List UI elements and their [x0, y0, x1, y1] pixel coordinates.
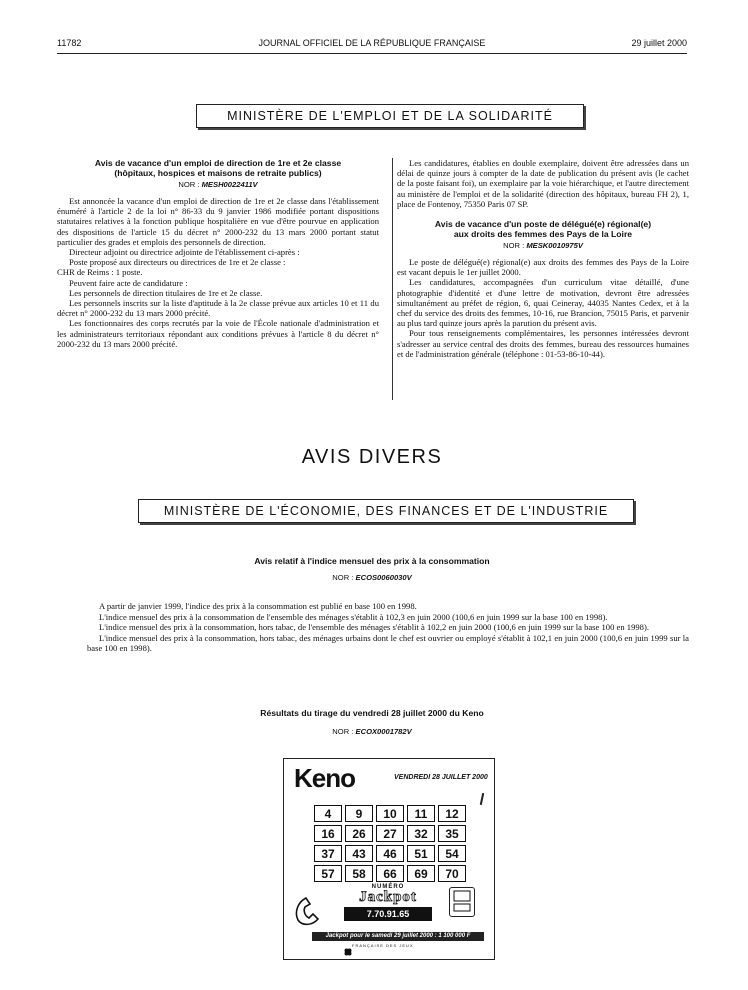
paragraph: Les personnels inscrits sur la liste d'aptitude à la 2e classe prévue aux articles 10 et 11 du décret n° 2000-232 du 13 mars 2000 précité. [57, 298, 379, 319]
drawn-number: 9 [345, 805, 373, 822]
jackpot-panel [344, 884, 432, 928]
pen-mark [480, 793, 484, 805]
header-rule [57, 53, 687, 54]
paragraph: L'indice mensuel des prix à la consommation, hors tabac, de l'ensemble des ménages s'établit à 102,2 en juin 2000 (100,6 en juin 1999 sur la base 100 en 1998). [99, 622, 649, 633]
jackpot-number: 7.70.91.65 [344, 907, 432, 921]
nor-code: MESK0010975V [526, 241, 583, 251]
issue-date: 29 juillet 2000 [631, 38, 687, 48]
drawn-number: 27 [376, 825, 404, 842]
nor-reference [57, 727, 687, 737]
nor-code: ECOS0060030V [355, 573, 412, 582]
drawn-number: 26 [345, 825, 373, 842]
section-heading: AVIS DIVERS [301, 446, 443, 468]
drawn-number: 4 [314, 805, 342, 822]
paragraph: Pour tous renseignements complémentaires, les personnes intéressées devront s'adresser au service central des droits des femmes, bureau des ressources humaines et de l'administration générale (téléphone : 01-53-86-10-44). [397, 328, 689, 359]
nor-label: NOR : [332, 727, 354, 736]
notice-title-line: aux droits des femmes des Pays de la Loire [453, 229, 633, 240]
telephone-icon [292, 894, 332, 928]
nor-label: NOR : [503, 241, 525, 251]
left-column [57, 158, 379, 349]
drawn-number: 54 [438, 845, 466, 862]
nor-reference [57, 180, 379, 190]
paragraph: Directeur adjoint ou directrice adjointe de l'établissement ci-après : [69, 247, 300, 258]
drawn-number: 57 [314, 865, 342, 882]
ministry-heading: MINISTÈRE DE L'EMPLOI ET DE LA SOLIDARITÉ [196, 104, 584, 128]
draw-date: VENDREDI 28 JUILLET 2000 [394, 774, 488, 781]
paragraph: Les candidatures, établies en double exemplaire, doivent être adressées dans un délai de quinze jours à compter de la date de publication du présent avis (le cachet de la poste faisant foi), un exemplaire par la voie hiérarchique, et l'autre directement au ministère de l'emploi et de la solidarité (direction des hôpitaux, bureau FH 2), 1, place de Fontenoy, 75350 Paris 07 SP. [397, 158, 689, 209]
paragraph: Les personnels de direction titulaires de 1re et 2e classe. [69, 287, 263, 298]
ministry-heading: MINISTÈRE DE L'ÉCONOMIE, DES FINANCES ET DE L'INDUSTRIE [138, 499, 634, 523]
notice-title-line: Avis de vacance d'un poste de délégué(e) régional(e) [434, 219, 652, 230]
paragraph: L'indice mensuel des prix à la consommation, hors tabac, des ménages urbains dont le chef est ouvrier ou employé s'établit à 102,1 en juin 2000 (100,6 en juin 1999 sur la base 100 en 1998). [87, 632, 689, 654]
page-header [57, 38, 687, 52]
paragraph: Les candidatures, accompagnées d'un curriculum vitae détaillé, d'une photographie d'identité et d'une lettre de motivation, devront être adressées simultanément au préfet de région, 6, quai Ceineray, 44035 Nantes Cedex, et à la chef du service des droits des femmes, 10-16, rue Brancion, 75015 Paris, et parvenir au plus tard quinze jours après la parution du présent avis. [397, 277, 689, 329]
operator-footer: FRANÇAISE DES JEUX [352, 943, 414, 948]
column-divider [392, 158, 393, 400]
drawn-number: 37 [314, 845, 342, 862]
paragraph: L'indice mensuel des prix à la consommation de l'ensemble des ménages s'établit à 102,3 en juin 2000 (100,6 en juin 1999 sur la base 100 en 1998). [99, 611, 608, 622]
notice-title [57, 158, 379, 178]
drawn-number: 12 [438, 805, 466, 822]
nor-label: NOR : [178, 180, 200, 189]
keno-logo: Keno [294, 763, 355, 793]
page-number: 11782 [57, 38, 82, 48]
jackpot-ticker: Jackpot pour le samedi 29 juillet 2000 : 1 100 000 F [312, 932, 484, 941]
right-column [397, 158, 689, 359]
drawn-number: 43 [345, 845, 373, 862]
paragraph: A partir de janvier 1999, l'indice des prix à la consommation est publié en base 100 en 1998. [99, 601, 417, 611]
notice-title-line: (hôpitaux, hospices et maisons de retraite publics) [114, 168, 322, 178]
notice-title-line: Avis de vacance d'un emploi de direction de 1re et 2e classe [94, 158, 342, 168]
prix-body [87, 601, 689, 654]
jackpot-label: NUMÉRO [371, 884, 405, 890]
nor-reference [397, 241, 689, 251]
paragraph: Peuvent faire acte de candidature : [69, 277, 188, 288]
jackpot-logo: Jackpot [359, 889, 417, 905]
keno-results-ticket [283, 758, 495, 960]
paragraph: CHR de Reims : 1 poste. [57, 267, 143, 278]
paragraph: Le poste de délégué(e) régional(e) aux droits des femmes des Pays de la Loire est vacant depuis le 1er juillet 2000. [397, 257, 689, 278]
drawn-number: 16 [314, 825, 342, 842]
paragraph: Est annoncée la vacance d'un emploi de direction de 1re et 2e classe dans l'établissement énuméré à l'article 2 de la loi n° 86-33 du 9 janvier 1986 modifiée portant dispositions statutaires relatives à la fonction publique hospitalière en vue d'être pourvue en application des dispositions de l'article 15 du décret n° 2000-232 du 13 mars 2000 portant statut particulier des grades et emplois des personnels de direction. [57, 196, 379, 247]
drawn-number: 32 [407, 825, 435, 842]
clover-logo-icon [344, 943, 352, 951]
paragraph: Les fonctionnaires des corps recrutés par la voie de l'École nationale d'administration et les administrateurs territoriaux répondant aux conditions prévues à l'article 8 du décret n° 2000-232 du 13 mars 2000 précité. [57, 318, 379, 349]
notice-title: Avis relatif à l'indice mensuel des prix à la consommation [254, 556, 490, 566]
journal-title: JOURNAL OFFICIEL DE LA RÉPUBLIQUE FRANÇAISE [258, 38, 486, 48]
drawn-number: 69 [407, 865, 435, 882]
drawn-number: 58 [345, 865, 373, 882]
drawn-number: 66 [376, 865, 404, 882]
drawn-number: 51 [407, 845, 435, 862]
drawn-number: 11 [407, 805, 435, 822]
drawn-number: 10 [376, 805, 404, 822]
nor-code: ECOX0001782V [355, 727, 412, 736]
paragraph: Poste proposé aux directeurs ou directrices de 1re et 2e classe : [69, 257, 286, 268]
drawn-number: 70 [438, 865, 466, 882]
nor-label: NOR : [332, 573, 354, 582]
drawn-numbers-grid [314, 805, 466, 882]
nor-reference [57, 573, 687, 583]
nor-code: MESH0022411V [201, 180, 258, 189]
minitel-icon [449, 887, 475, 917]
drawn-number: 35 [438, 825, 466, 842]
notice-title: Résultats du tirage du vendredi 28 juillet 2000 du Keno [260, 708, 484, 718]
drawn-number: 46 [376, 845, 404, 862]
notice-title [397, 219, 689, 239]
